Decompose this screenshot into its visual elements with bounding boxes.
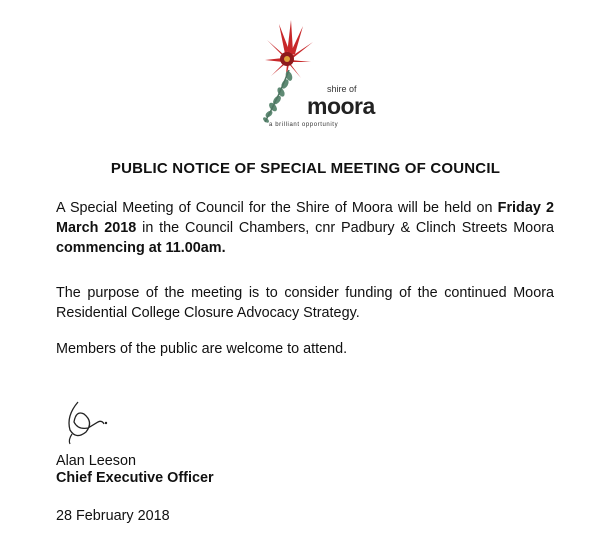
signer-name: Alan Leeson <box>56 453 137 469</box>
notice-title: PUBLIC NOTICE OF SPECIAL MEETING OF COUNCIL <box>110 160 501 177</box>
signer-title: Chief Executive Officer <box>56 470 214 486</box>
logo-tagline: a brilliant opportunity <box>269 122 339 128</box>
signature-icon <box>58 392 128 452</box>
shire-logo <box>255 14 375 134</box>
meeting-date: Friday 2 March 2018 <box>56 200 554 236</box>
meeting-time: commencing at 11.00am. <box>56 240 226 256</box>
meeting-intro: A Special Meeting of Council for the Shire of Moora will be held on <box>56 200 498 216</box>
meeting-details-paragraph <box>56 198 554 258</box>
meeting-purpose-paragraph: The purpose of the meeting is to consider funding of the continued Moora Residential College Closure Advocacy Strategy. <box>56 285 554 321</box>
meeting-location: in the Council Chambers, cnr Padbury & Clinch Streets Moora <box>136 220 554 236</box>
logo-name: moora <box>307 93 375 119</box>
notice-date: 28 February 2018 <box>56 508 170 524</box>
public-welcome-paragraph: Members of the public are welcome to attend. <box>56 341 348 357</box>
logo-shire-of: shire of <box>327 84 357 94</box>
